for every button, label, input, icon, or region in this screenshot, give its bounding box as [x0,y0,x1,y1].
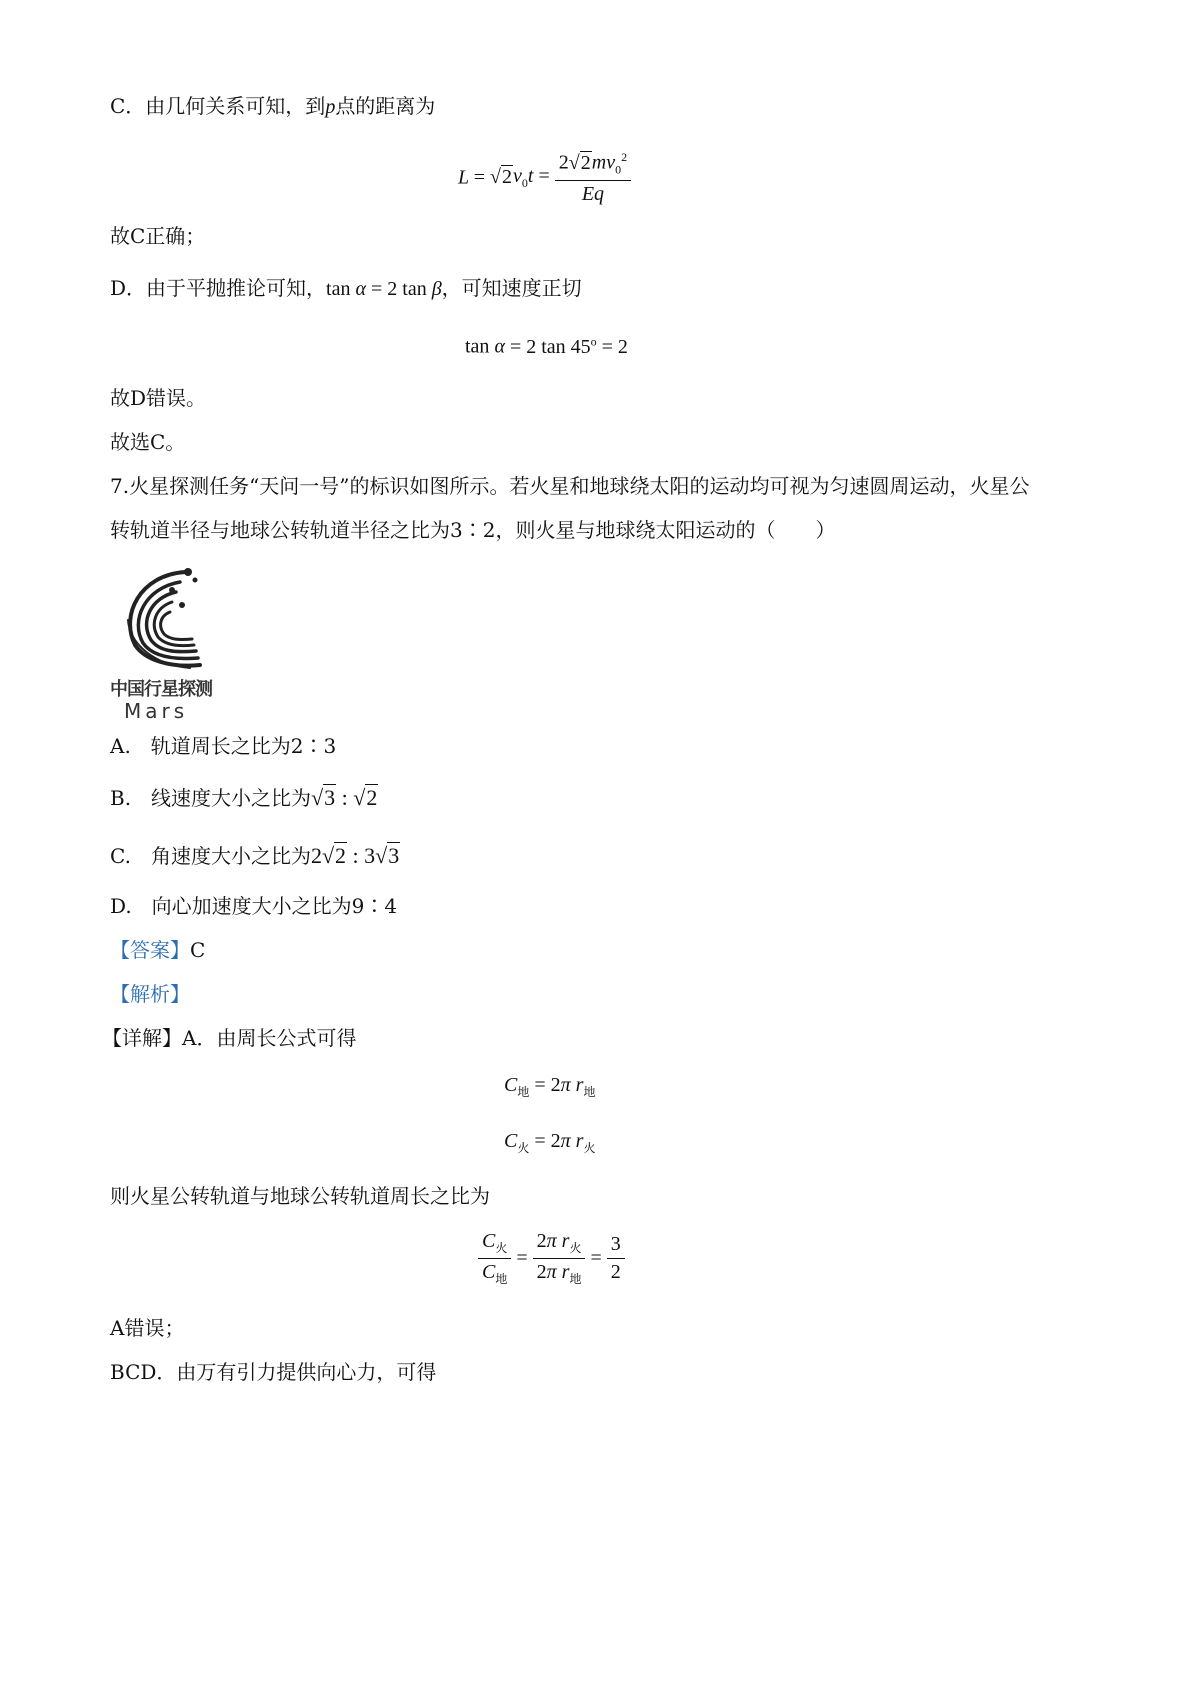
option-c: C. 角速度大小之比为2√2 : 3√3 [110,843,400,868]
ratio-intro: 则火星公转轨道与地球公转轨道周长之比为 [110,1184,490,1208]
choose-answer: 故选C。 [110,430,186,454]
question-7-line1: 7.火星探测任务“天问一号”的标识如图所示。若火星和地球绕太阳的运动均可视为匀速圆周运动，火星公 [110,474,1030,498]
tan-formula: tan α = 2 $\tan 45^o = 2$ [465,334,628,358]
option-a-conclusion: A错误； [110,1316,185,1340]
option-b: B. 线速度大小之比为√3 : √2 [110,785,378,810]
option-a: A. 轨道周长之比为2∶3 [110,734,337,758]
bcd-explanation: BCD．由万有引力提供向心力，可得 [110,1360,437,1384]
distance-formula: $L = √2v_0t$ = $\frac{2√2mv_0^2}{Eq}$ [458,150,631,206]
option-d-conclusion: 故D错误。 [110,386,207,410]
ratio-b: √3 : √2 [311,785,378,810]
answer-value: C [190,938,206,962]
option-d: D. 向心加速度大小之比为9∶4 [110,894,398,918]
option-d-explanation: D．由于平抛推论可知，tan α = 2 tan β，可知速度正切 [110,276,582,300]
detail-label: 【详解】 [102,1026,182,1050]
answer-line [110,936,205,964]
analysis-label: 【解析】 [110,982,190,1006]
logo-english-text: Mars [124,699,189,723]
tan-relation: tan α = 2 tan β [326,278,442,300]
point-p: p [325,96,336,118]
logo-chinese-text: 中国行星探测 [110,679,212,700]
answer-label: 【答案】 [110,938,190,962]
option-c-conclusion: 故C正确； [110,224,206,248]
option-c-explanation: C．由几何关系可知，到p点的距离为 [110,94,436,118]
mars-circumference-formula: $C_火 = 2\pi$ $r_火$ [504,1130,596,1155]
planet-orbit-logo-icon [110,560,240,670]
question-7-line2: 转轨道半径与地球公转轨道半径之比为3∶2，则火星与地球绕太阳运动的（ ） [110,518,836,542]
earth-circumference-formula: $C_地 = 2\pi$ $r_地$ [504,1074,596,1099]
ratio-c: 2√2 : 3√3 [310,843,400,868]
detail-line: 【详解】A．由周长公式可得 [102,1026,357,1050]
circumference-ratio-formula: $\frac{C_火}{C_地}$ = $\frac{2\pi r_火}{2\pi r_地}$ = $\frac{3}{2}$ [478,1230,625,1287]
tianwen-logo [110,560,240,723]
